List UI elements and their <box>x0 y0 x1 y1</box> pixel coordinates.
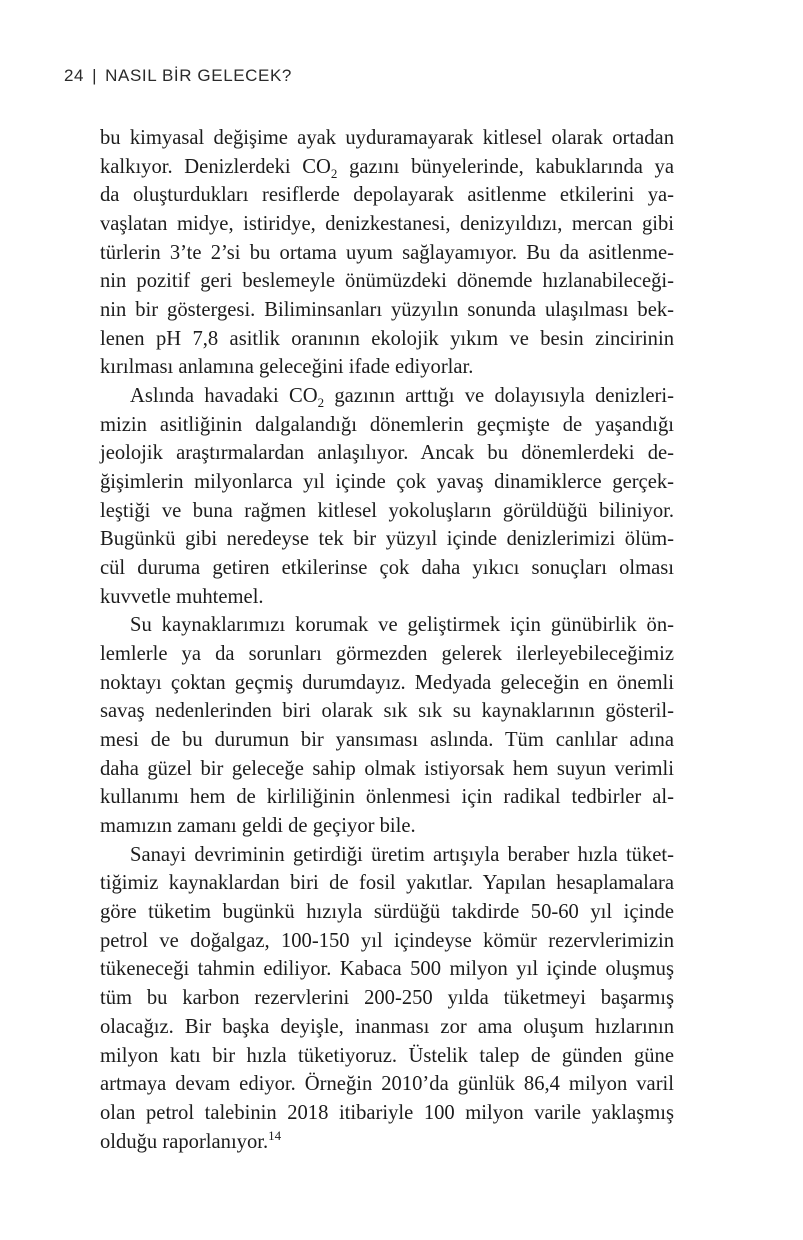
text-line: tükeneceği tahmin ediliyor. Kabaca 500 milyon yıl içinde oluşmuş <box>100 958 674 981</box>
text-line: Bugünkü gibi neredeyse tek bir yüzyıl içinde denizlerimizi ölüm- <box>100 528 674 551</box>
text-line: lemlerle ya da sorunları görmezden gelerek ilerleyebileceğimiz <box>100 643 674 666</box>
text-line: tüm bu karbon rezervlerini 200-250 yılda tüketmeyi başarmış <box>100 987 674 1010</box>
text-line: Su kaynaklarımızı korumak ve geliştirmek için günübirlik ön- <box>130 614 674 637</box>
text-line: tiğimiz kaynaklardan biri de fosil yakıtlar. Yapılan hesaplamalara <box>100 872 674 895</box>
text-line: türlerin 3’te 2’si bu ortama uyum sağlayamıyor. Bu da asitlenme- <box>100 241 674 264</box>
page-number: 24 <box>64 66 85 85</box>
text-line: kırılması anlamına geleceğini ifade ediyorlar. <box>100 356 474 379</box>
subscript: 2 <box>330 165 338 181</box>
text-line: daha güzel bir geleceğe sahip olmak istiyorsak hem suyun verimli <box>100 757 674 780</box>
book-title: NASIL BİR GELECEK? <box>105 66 292 85</box>
text-line: vaşlatan midye, istiridye, denizkestanesi, denizyıldızı, mercan gibi <box>100 213 674 236</box>
text-line: ğişimlerin milyonlarca yıl içinde çok yavaş dinamiklerce gerçek- <box>100 471 674 494</box>
text-line: nin bir göstergesi. Biliminsanları yüzyılın sonunda ulaşılması bek- <box>100 299 674 322</box>
header-separator: | <box>92 66 98 85</box>
text-line: kullanımı hem de kirliliğinin önlenmesi için radikal tedbirler al- <box>100 786 674 809</box>
text-line: olduğu raporlanıyor.$^{14}$ <box>100 1127 282 1153</box>
text-line: milyon katı bir hızla tüketiyoruz. Üstelik talep de günden güne <box>100 1044 674 1067</box>
text-line: lenen pH 7,8 asitlik oranının ekolojik yıkım ve besin zincirinin <box>100 327 674 350</box>
text-line: Sanayi devriminin getirdiği üretim artışıyla beraber hızla tüket- <box>130 843 674 866</box>
text-line: da oluşturdukları resiflerde depolayarak asitlenme etkilerini ya- <box>100 184 674 207</box>
text-line: kuvvetle muhtemel. <box>100 585 264 608</box>
text-line: artmaya devam ediyor. Örneğin 2010’da günlük 86,4 milyon varil <box>100 1073 674 1096</box>
text-line: kalkıyor. Denizlerdeki $CO_2$ gazını bünyelerinde, kabuklarında ya <box>100 155 674 181</box>
text-line: nin pozitif geri beslemeyle önümüzdeki dönemde hızlanabileceği- <box>100 270 674 293</box>
text-line: savaş nedenlerinden biri olarak sık sık su kaynaklarının gösteril- <box>100 700 674 723</box>
text-line: cül duruma getiren etkilerinse çok daha yıkıcı sonuçları olması <box>100 557 674 580</box>
text-line: leştiği ve buna rağmen kitlesel yokoluşların görüldüğü biliniyor. <box>100 499 674 522</box>
text-line: petrol ve doğalgaz, 100-150 yıl içindeyse kömür rezervlerimizin <box>100 929 674 952</box>
text-line: mizin asitliğinin dalgalandığı dönemlerin geçmişte de yaşandığı <box>100 413 674 436</box>
running-header <box>64 66 292 86</box>
text-line: olan petrol talebinin 2018 itibariyle 100 milyon varile yaklaşmış <box>100 1101 674 1124</box>
text-line: Aslında havadaki $CO_2$ gazının arttığı ve dolayısıyla denizleri- <box>130 385 674 411</box>
text-line: mesi de bu durumun bir yansıması aslında. Tüm canlılar adına <box>100 729 674 752</box>
text-line: mamızın zamanı geldi de geçiyor bile. <box>100 815 416 838</box>
text-line: olacağız. Bir başka deyişle, inanması zor ama oluşum hızlarının <box>100 1015 674 1038</box>
page-body <box>100 124 674 1156</box>
text-line: göre tüketim bugünkü hızıyla sürdüğü takdirde 50-60 yıl içinde <box>100 901 674 924</box>
text-line: bu kimyasal değişime ayak uyduramayarak kitlesel olarak ortadan <box>100 127 674 149</box>
text-line: jeolojik araştırmalardan anlaşılıyor. Ancak bu dönemlerdeki de- <box>100 442 674 465</box>
subscript: 2 <box>317 395 325 411</box>
footnote-reference[interactable]: 14 <box>268 1127 282 1143</box>
text-line: noktayı çoktan geçmiş durumdayız. Medyada geleceğin en önemli <box>100 671 674 694</box>
